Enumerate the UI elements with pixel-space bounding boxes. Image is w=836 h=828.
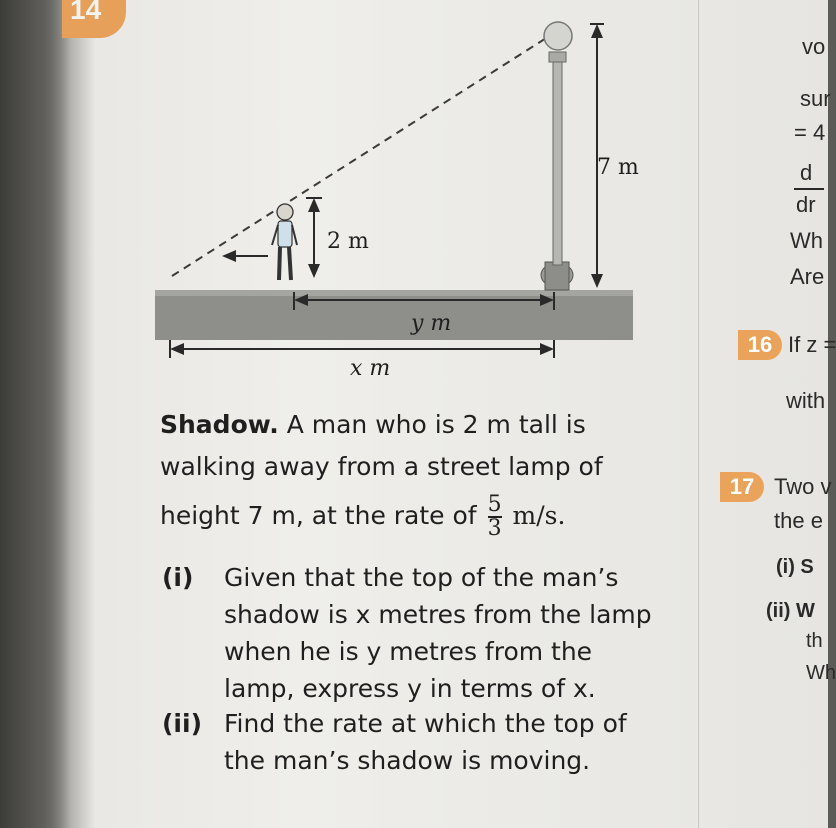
question-16-text: If z = [788,332,836,357]
man-height-label: 2 m [327,229,369,254]
ground-block [155,290,633,340]
problem-line-1-rest: A man who is 2 m tall is [286,410,586,439]
part-ii-label: (ii) [162,709,202,738]
rate-unit: m/s. [512,501,566,530]
part-i-label: (i) [162,563,194,592]
x-distance-label: x m [350,356,391,381]
question-16-with: with [786,388,826,413]
right-fragment-are: Are [790,264,825,289]
problem-line-3 [160,494,565,540]
man-height-arrow [306,198,322,278]
lamp-height-label: 7 m [597,155,639,180]
street-lamp-icon [541,22,573,290]
right-fragment-vo: vo [802,34,826,59]
question-16-badge: 16 [738,330,782,360]
right-fragment-wh: Wh [790,228,823,253]
part-i-line-1: Given that the top of the man’s [224,563,619,592]
y-distance-label: y m [411,311,452,336]
right-fragment-dr: dr [796,192,816,217]
question-17-part-i: (i) S [776,556,814,578]
ground-top-edge [155,290,633,296]
question-17-wh: Wh [806,662,836,684]
part-ii-line-1: Find the rate at which the top of [224,709,627,738]
problem-line-1 [160,410,586,439]
rate-numerator: 5 [487,492,502,517]
walking-man-icon [272,204,297,280]
part-i-line-3: when he is y metres from the [224,637,593,666]
question-17-text: Two v [774,474,832,499]
lamp-shadow-diagram [0,0,700,390]
problem-title: Shadow. [160,410,279,439]
part-ii-line-2: the man’s shadow is moving. [224,746,591,775]
right-fragment-d: d [800,160,813,185]
part-i-line-4: lamp, express y in terms of x. [224,674,596,703]
problem-line-2: walking away from a street lamp of [160,452,603,481]
right-fraction-bar [794,188,824,190]
problem-line-3-start: height 7 m, at the rate of [160,501,477,530]
column-divider [698,0,699,828]
question-17-part-ii: (ii) W [766,600,815,622]
question-number: 14 [70,0,102,25]
question-17-th: th [806,630,823,652]
walking-direction-arrow [222,250,268,262]
question-17-badge: 17 [720,472,764,502]
question-17-line-2: the e [774,508,823,533]
part-i-line-2: shadow is x metres from the lamp [224,600,652,629]
rate-fraction [488,494,502,540]
right-fragment-eq: = 4 [794,120,826,145]
right-fragment-sur: sur [800,86,831,111]
rate-denominator: 3 [487,516,502,541]
